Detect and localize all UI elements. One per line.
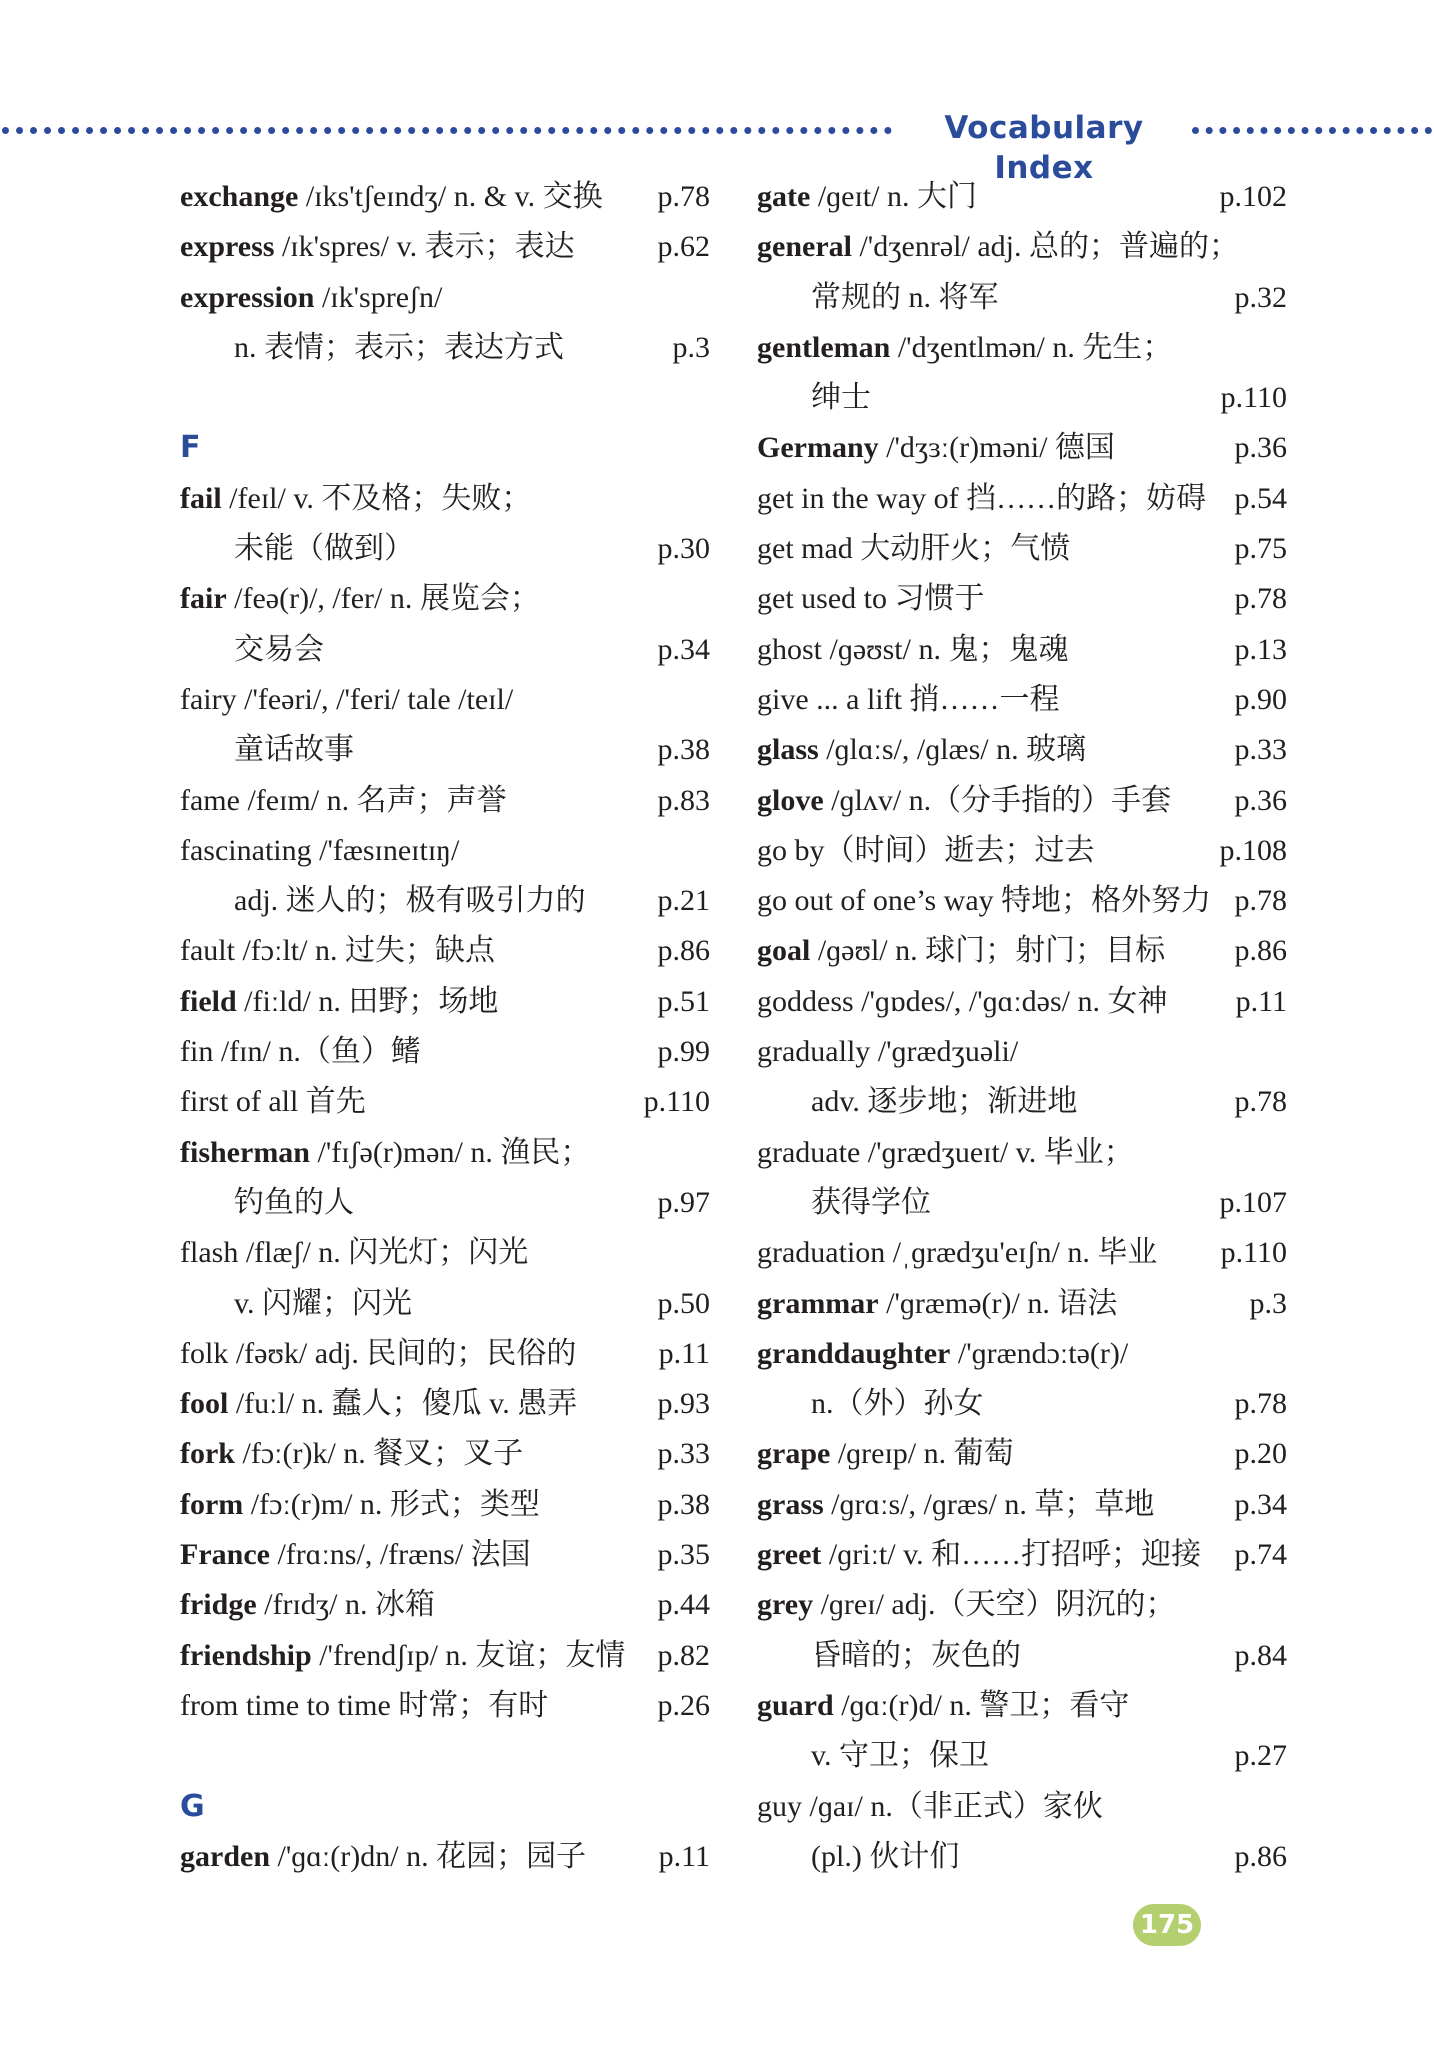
entry-page-ref: p.13 [1234,632,1287,666]
entry-definition: go out of one’s way 特地；格外努力 [757,884,1212,918]
page-number-badge: 175 [1133,1904,1201,1946]
entry-headword: express [180,230,275,264]
vocab-entry-continuation [180,725,710,775]
entry-text [757,323,1172,373]
entry-text [180,1681,548,1731]
entry-definition: 钓鱼的人 [234,1185,354,1219]
vocab-entry [180,1329,710,1379]
entry-definition: (pl.) 伙计们 [811,1839,960,1873]
vocab-entry [757,1480,1287,1530]
vocab-entry [757,1580,1287,1630]
vocab-entry [757,725,1287,775]
entry-page-ref: p.54 [1234,481,1287,515]
entry-definition: /fuːl/ n. 蠢人；傻瓜 v. 愚弄 [228,1387,578,1421]
vocab-entry [180,273,710,323]
entry-text [180,1128,590,1178]
entry-definition: /ɡriːt/ v. 和……打招呼；迎接 [821,1538,1202,1572]
entry-page-ref: p.74 [1234,1538,1287,1572]
entry-headword: grammar [757,1286,879,1320]
entry-headword: exchange [180,180,299,213]
entry-definition: n. 表情；表示；表达方式 [234,330,564,364]
entry-text [757,172,977,222]
entry-text [234,1279,412,1329]
vocab-entry-continuation [757,1631,1287,1681]
entry-page-ref: p.110 [643,1085,710,1119]
entry-definition: graduation /ˌɡrædʒu'eɪʃn/ n. 毕业 [757,1236,1158,1270]
entry-definition: 昏暗的；灰色的 [811,1638,1021,1672]
vocab-entry [757,1228,1287,1278]
entry-headword: field [180,984,237,1018]
entry-page-ref: p.32 [1234,280,1287,314]
entry-text [757,574,984,624]
entry-definition: /'dʒɜː(r)məni/ 德国 [878,431,1115,465]
vocab-entry-continuation [180,323,710,373]
entry-definition: /fɔː(r)k/ n. 餐叉；叉子 [235,1437,524,1471]
vocab-entry [757,423,1287,473]
entry-page-ref: p.108 [1219,833,1287,867]
entry-page-ref: p.83 [657,783,710,817]
vocab-entry [180,977,710,1027]
entry-text [757,725,1086,775]
entry-definition: get used to 习惯于 [757,582,985,616]
entry-text [757,826,1095,876]
section-letter-heading [180,423,710,473]
entry-definition: /ɡeɪt/ n. 大门 [810,180,977,213]
entry-text [757,977,1168,1027]
vocab-entry [757,222,1287,272]
entry-definition: guy /ɡaɪ/ n.（非正式）家伙 [757,1789,1103,1823]
entry-definition: /'dʒentlmən/ n. 先生； [890,330,1173,364]
entry-definition: 童话故事 [234,733,354,767]
entry-definition: give ... a lift 捎……一程 [757,682,1060,716]
header-dotted-rule-left [2,127,892,134]
entry-text [757,675,1059,725]
entry-headword: form [180,1487,244,1521]
entry-page-ref: p.34 [657,632,710,666]
vocab-entry [757,1530,1287,1580]
entry-definition: n.（外）孙女 [811,1387,984,1421]
section-spacer [180,1731,710,1781]
entry-definition: folk /fəʊk/ adj. 民间的；民俗的 [180,1336,577,1370]
vocab-entry [180,1580,710,1630]
entry-headword: grey [757,1588,814,1622]
entry-text [180,776,507,826]
vocab-entry-continuation [757,1731,1287,1781]
entry-definition: goddess /'ɡɒdes/, /'ɡɑːdəs/ n. 女神 [757,984,1168,1018]
entry-page-ref: p.50 [657,1286,710,1320]
vocab-entry [180,926,710,976]
entry-text [811,1631,1021,1681]
entry-headword: gentleman [757,330,891,364]
entry-page-ref: p.75 [1234,532,1287,566]
vocab-entry-continuation [180,524,710,574]
entry-definition: from time to time 时常；有时 [180,1688,549,1722]
entry-headword: granddaughter [757,1336,951,1370]
entry-definition: /ɪk'spres/ v. 表示；表达 [274,230,575,264]
entry-page-ref: p.78 [1234,582,1287,616]
entry-text [180,474,531,524]
entry-text [811,1379,984,1429]
entry-page-ref: p.33 [1234,733,1287,767]
entry-page-ref: p.11 [658,1336,710,1370]
entry-definition: gradually /'ɡrædʒuəli/ [757,1035,1019,1069]
entry-page-ref: p.51 [657,984,710,1018]
entry-text [757,1279,1117,1329]
entry-page-ref: p.36 [1234,783,1287,817]
entry-text [180,574,540,624]
entry-definition: /ɡəʊl/ n. 球门；射门；目标 [810,934,1166,968]
entry-text [180,926,495,976]
entry-text [757,222,1239,272]
entry-page-ref: p.86 [657,934,710,968]
entry-definition: fascinating /'fæsɪneɪtɪŋ/ [180,833,460,867]
entry-definition: /'dʒenrəl/ adj. 总的；普遍的； [851,230,1239,264]
entry-page-ref: p.38 [657,733,710,767]
entry-headword: general [757,230,852,264]
entry-headword: grass [757,1487,824,1521]
entry-page-ref: p.3 [1249,1286,1287,1320]
vocab-entry-continuation [757,1077,1287,1127]
entry-definition: 未能（做到） [234,532,414,566]
vocab-entry [180,1530,710,1580]
entry-definition: fin /fɪn/ n.（鱼）鳍 [180,1035,421,1069]
entry-page-ref: p.21 [657,884,710,918]
entry-text [811,1731,989,1781]
entry-headword: goal [757,934,811,968]
entry-text [234,524,414,574]
entry-page-ref: p.110 [1220,1236,1287,1270]
entry-definition: graduate /'ɡrædʒueɪt/ v. 毕业； [757,1135,1134,1169]
entry-headword: Germany [757,431,879,465]
entry-definition: get mad 大动肝火；气愤 [757,532,1071,566]
vocab-entry-continuation [757,1379,1287,1429]
entry-definition: /ɡreɪ/ adj.（天空）阴沉的； [813,1588,1176,1622]
left-column [180,172,710,1882]
vocab-entry [757,172,1287,222]
vocab-entry [757,876,1287,926]
entry-page-ref: p.27 [1234,1739,1287,1773]
entry-definition: adv. 逐步地；渐进地 [811,1085,1078,1119]
entry-headword: gate [757,180,811,213]
entry-text [757,423,1115,473]
entry-headword: glove [757,783,824,817]
entry-text [811,1178,931,1228]
entry-text [811,373,871,423]
vocab-entry-continuation [757,373,1287,423]
entry-text [757,1228,1157,1278]
entry-text [180,1631,625,1681]
vocab-entry [180,826,710,876]
vocab-entry [757,323,1287,373]
entry-text [180,1530,531,1580]
entry-text [757,474,1206,524]
vocab-entry [180,1379,710,1429]
entry-page-ref: p.20 [1234,1437,1287,1471]
entry-text [180,222,575,272]
entry-headword: fair [180,582,227,616]
vocab-entry [757,524,1287,574]
entry-definition: /ɡreɪp/ n. 葡萄 [830,1437,1014,1471]
right-column [757,172,1287,1882]
entry-text [180,273,442,323]
vocab-entry-continuation [757,273,1287,323]
entry-headword: garden [180,1839,270,1873]
entry-definition: /ɪk'spreʃn/ [314,280,443,314]
entry-headword: fork [180,1437,235,1471]
entry-page-ref: p.62 [657,230,710,264]
entry-text [811,1832,959,1882]
vocab-entry [757,1279,1287,1329]
entry-page-ref: p.110 [1220,381,1287,415]
entry-page-ref: p.3 [672,330,710,364]
entry-definition: /frɪdʒ/ n. 冰箱 [256,1588,435,1622]
entry-text [757,524,1070,574]
entry-definition: first of all 首先 [180,1085,366,1119]
entry-page-ref: p.93 [657,1387,710,1421]
vocab-entry-continuation [180,625,710,675]
vocab-entry [757,625,1287,675]
entry-text [811,1077,1077,1127]
entry-page-ref: p.11 [658,1839,710,1873]
entry-definition: /ɪks'tʃeɪndʒ/ n. & v. 交换 [298,180,603,213]
entry-text [757,876,1211,926]
entry-page-ref: p.11 [1235,984,1287,1018]
entry-text [234,323,564,373]
entry-definition: /ɡrɑːs/, /ɡræs/ n. 草；草地 [823,1487,1155,1521]
entry-definition: 交易会 [234,632,324,666]
header-dotted-rule-right [1192,127,1432,134]
entry-page-ref: p.78 [1234,884,1287,918]
entry-page-ref: p.78 [657,180,710,213]
entry-headword: expression [180,280,315,314]
entry-text [180,977,498,1027]
entry-definition: v. 闪耀；闪光 [234,1286,413,1320]
entry-headword: fool [180,1387,229,1421]
vocab-entry [757,926,1287,976]
vocab-entry [180,1027,710,1077]
entry-definition: 绅士 [811,381,871,415]
entry-headword: fisherman [180,1135,310,1169]
entry-definition: v. 守卫；保卫 [811,1739,990,1773]
entry-definition: /feɪl/ v. 不及格；失败； [221,481,532,515]
entry-page-ref: p.78 [1234,1085,1287,1119]
entry-definition: flash /flæʃ/ n. 闪光灯；闪光 [180,1236,529,1270]
vocab-entry [180,675,710,725]
vocab-entry [180,222,710,272]
vocab-entry [757,776,1287,826]
vocab-entry [180,776,710,826]
entry-text [757,776,1171,826]
entry-text [757,1530,1201,1580]
entry-text [757,1580,1176,1630]
section-letter-heading [180,1782,710,1832]
header-title: Vocabulary Index [944,110,1144,186]
vocab-entry [180,1128,710,1178]
entry-text [180,675,513,725]
entry-page-ref: p.86 [1234,1839,1287,1873]
entry-definition: get in the way of 挡……的路；妨碍 [757,481,1207,515]
vocab-entry-continuation [757,1178,1287,1228]
entry-page-ref: p.26 [657,1688,710,1722]
entry-definition: /ɡlʌv/ n.（分手指的）手套 [823,783,1172,817]
entry-headword: greet [757,1538,822,1572]
entry-text [757,1681,1129,1731]
vocab-entry-continuation [180,876,710,926]
entry-definition: /feə(r)/, /fer/ n. 展览会； [226,582,540,616]
entry-text [757,1027,1018,1077]
entry-definition: /'ɡɑː(r)dn/ n. 花园；园子 [270,1839,587,1873]
entry-text [180,1228,528,1278]
entry-headword: fail [180,481,222,515]
entry-page-ref: p.102 [1219,180,1287,213]
vocab-entry [180,574,710,624]
vocab-entry [180,1681,710,1731]
entry-page-ref: p.30 [657,532,710,566]
entry-headword: friendship [180,1638,312,1672]
section-spacer [180,373,710,423]
entry-definition: /frɑːns/, /fræns/ 法国 [269,1538,531,1572]
vocab-entry [757,826,1287,876]
vocab-entry [757,1782,1287,1832]
entry-page-ref: p.84 [1234,1638,1287,1672]
vocab-entry [180,1832,710,1882]
entry-text [180,1580,435,1630]
vocab-entry-continuation [180,1279,710,1329]
vocab-entry [757,675,1287,725]
entry-page-ref: p.107 [1219,1185,1287,1219]
entry-headword: glass [757,733,819,767]
entry-definition: 获得学位 [811,1185,931,1219]
entry-text [180,1480,540,1530]
entry-text [180,172,603,222]
vocab-entry [180,172,710,222]
entry-text [180,1329,576,1379]
entry-page-ref: p.99 [657,1035,710,1069]
entry-page-ref: p.90 [1234,682,1287,716]
entry-headword: fridge [180,1588,257,1622]
vocab-entry [180,1228,710,1278]
vocab-entry [180,1480,710,1530]
section-letter: F [180,430,201,466]
entry-text [234,1178,354,1228]
vocab-entry [757,1027,1287,1077]
entry-headword: France [180,1538,270,1572]
entry-definition: 常规的 n. 将军 [811,280,999,314]
vocab-entry-continuation [180,1178,710,1228]
vocab-entry [757,1329,1287,1379]
vocab-entry [757,474,1287,524]
entry-definition: /fiːld/ n. 田野；场地 [236,984,499,1018]
entry-definition: go by（时间）逝去；过去 [757,833,1095,867]
entry-definition: adj. 迷人的；极有吸引力的 [234,884,586,918]
entry-text [234,725,354,775]
entry-definition: fault /fɔːlt/ n. 过失；缺点 [180,934,495,968]
entry-definition: /ɡlɑːs/, /ɡlæs/ n. 玻璃 [818,733,1087,767]
vocab-entry [757,1128,1287,1178]
entry-page-ref: p.78 [1234,1387,1287,1421]
entry-page-ref: p.34 [1234,1487,1287,1521]
entry-text [757,625,1068,675]
vocab-entry [757,1681,1287,1731]
entry-definition: fame /feɪm/ n. 名声；声誉 [180,783,507,817]
entry-definition: /ɡɑː(r)d/ n. 警卫；看守 [833,1688,1130,1722]
entry-page-ref: p.36 [1234,431,1287,465]
entry-headword: grape [757,1437,831,1471]
entry-text [180,1429,523,1479]
entry-definition: fairy /'feəri/, /'feri/ tale /teɪl/ [180,682,514,716]
entry-text [180,1077,366,1127]
entry-text [180,826,459,876]
entry-page-ref: p.33 [657,1437,710,1471]
entry-text [757,1128,1134,1178]
vocab-entry [757,574,1287,624]
entry-text [180,1832,586,1882]
entry-headword: guard [757,1688,834,1722]
entry-text [180,1027,421,1077]
vocab-entry [757,977,1287,1027]
vocab-entry [757,1429,1287,1479]
entry-text [234,876,586,926]
entry-definition: /'ɡrændɔːtə(r)/ [950,1336,1129,1370]
entry-page-ref: p.38 [657,1487,710,1521]
section-letter: G [180,1788,205,1824]
entry-text [757,1429,1014,1479]
entry-text [811,273,999,323]
entry-text [234,625,324,675]
vocab-entry [180,474,710,524]
vocab-entry-continuation [757,1832,1287,1882]
entry-definition: /'fɪʃə(r)mən/ n. 渔民； [310,1135,591,1169]
entry-text [757,926,1165,976]
entry-text [757,1480,1154,1530]
page-header [0,108,1434,186]
vocab-entry [180,1077,710,1127]
entry-text [757,1782,1103,1832]
entry-definition: /fɔː(r)m/ n. 形式；类型 [243,1487,540,1521]
entry-text [180,1379,577,1429]
entry-text [757,1329,1128,1379]
entry-definition: /'frendʃɪp/ n. 友谊；友情 [311,1638,626,1672]
vocab-entry [180,1429,710,1479]
vocab-entry [180,1631,710,1681]
entry-definition: ghost /ɡəʊst/ n. 鬼；鬼魂 [757,632,1069,666]
entry-page-ref: p.82 [657,1638,710,1672]
entry-page-ref: p.44 [657,1588,710,1622]
entry-page-ref: p.35 [657,1538,710,1572]
entry-page-ref: p.86 [1234,934,1287,968]
entry-definition: /'ɡræmə(r)/ n. 语法 [878,1286,1118,1320]
entry-page-ref: p.97 [657,1185,710,1219]
